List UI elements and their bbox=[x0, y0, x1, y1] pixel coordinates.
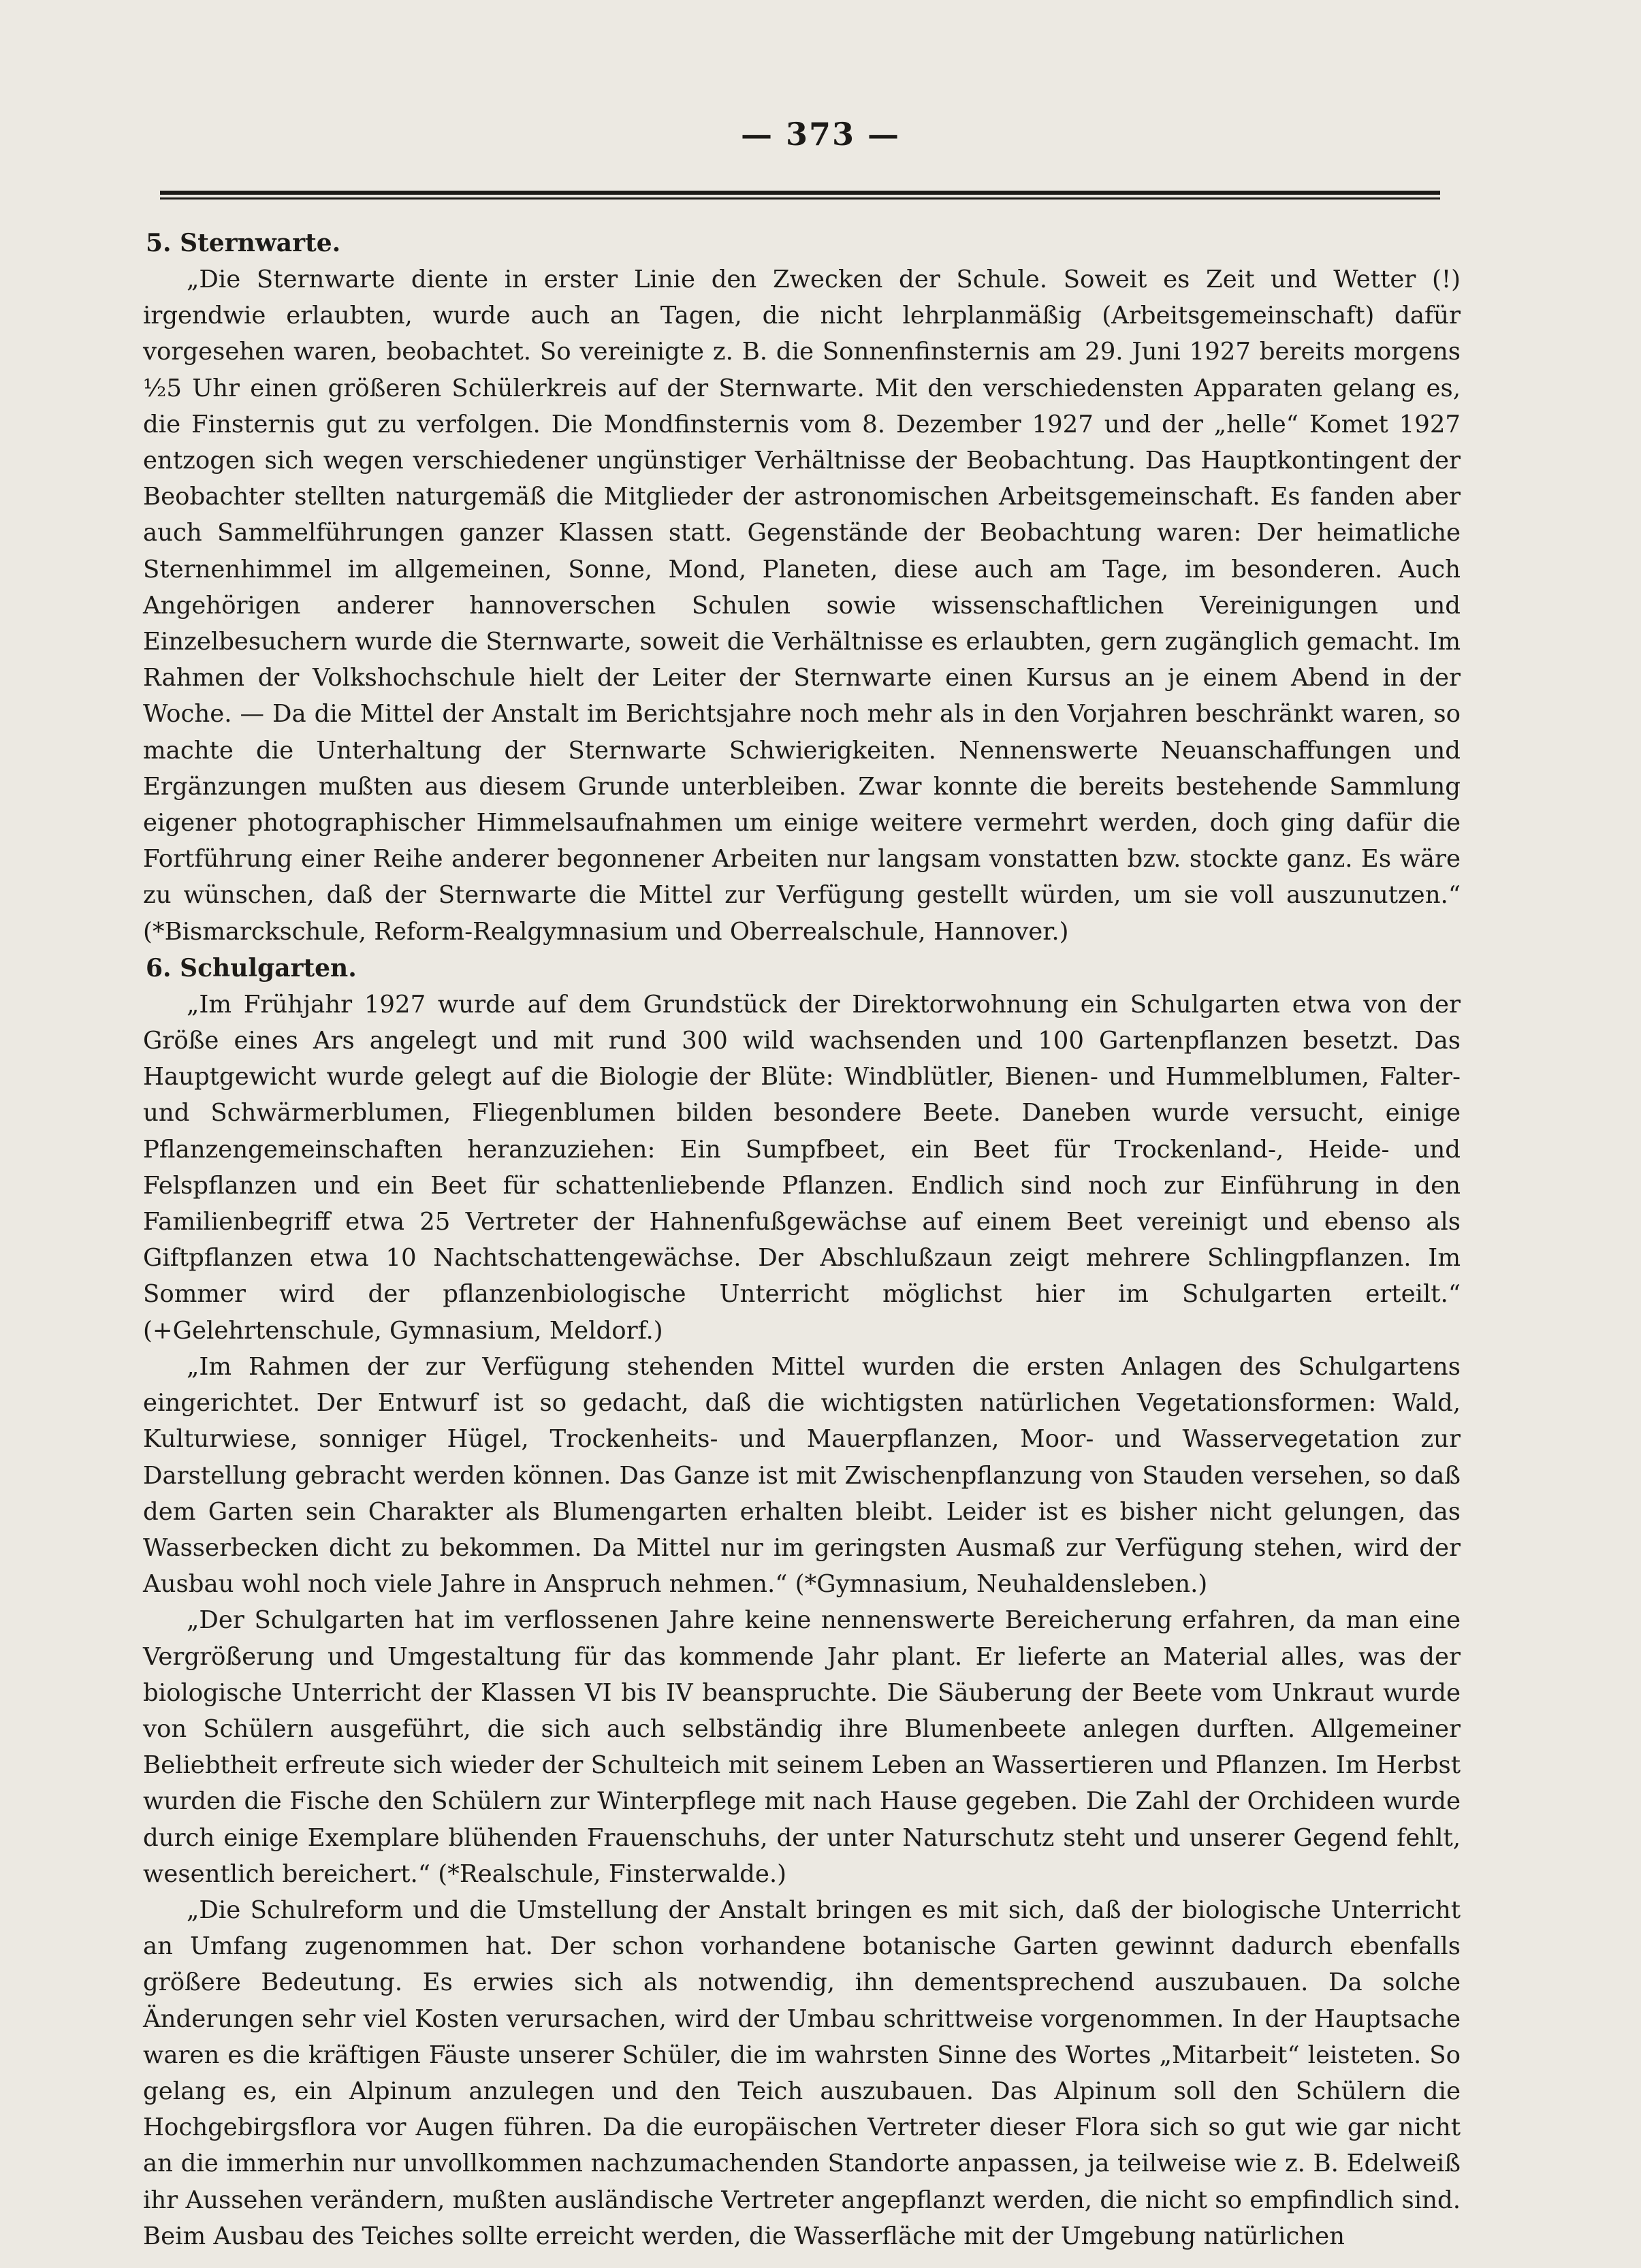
paragraph-sternwarte: „Die Sternwarte diente in erster Linie den Zwecken der Schule. Soweit es Zeit und Wetter (!) irgendwie erlaubten, wurde auch an Tagen, die nicht lehrplanmäßig (Arbeitsgemeinschaft) dafür vorgesehen waren, beobachtet. So vereinigte z. B. die Sonnenfinsternis am 29. Juni 1927 bereits morgens ½5 Uhr einen größeren Schülerkreis auf der Sternwarte. Mit den verschiedensten Apparaten gelang es, die Finsternis gut zu verfolgen. Die Mondfinsternis vom 8. Dezember 1927 und der „helle“ Komet 1927 entzogen sich wegen verschiedener ungünstiger Verhältnisse der Beobachtung. Das Hauptkontingent der Beobachter stellten naturgemäß die Mitglieder der astronomischen Arbeitsgemeinschaft. Es fanden aber auch Sammelführungen ganzer Klassen statt. Gegenstände der Beobachtung waren: Der heimatliche Sternenhimmel im allgemeinen, Sonne, Mond, Planeten, diese auch am Tage, im besonderen. Auch Angehörigen anderer hannoverschen Schulen sowie wissenschaftlichen Vereinigungen und Einzelbesuchern wurde die Sternwarte, soweit die Verhältnisse es erlaubten, gern zugänglich gemacht. Im Rahmen der Volkshochschule hielt der Leiter der Sternwarte einen Kursus an je einem Abend in der Woche. — Da die Mittel der Anstalt im Berichtsjahre noch mehr als in den Vorjahren beschränkt waren, so machte die Unterhaltung der Sternwarte Schwierigkeiten. Nennenswerte Neuanschaffungen und Ergänzungen mußten aus diesem Grunde unterbleiben. Zwar konnte die bereits bestehende Sammlung eigener photographischer Himmelsaufnahmen um einige weitere vermehrt werden, doch ging dafür die Fortführung einer Reihe anderer begonnener Arbeiten nur langsam vonstatten bzw. stockte ganz. Es wäre zu wünschen, daß der Sternwarte die Mittel zur Verfügung gestellt würden, um sie voll auszunutzen.“ (*Bismarckschule, Reform-Realgymnasium und Oberrealschule, Hannover.) bbox=[143, 266, 1461, 946]
paragraph-schulgarten-alpinum: „Die Schulreform und die Umstellung der Anstalt bringen es mit sich, daß der biologische Unterricht an Umfang zugenommen hat. Der schon vorhandene botanische Garten gewinnt dadurch ebenfalls größere Bedeutung. Es erwies sich als notwendig, ihn dementsprechend auszubauen. Da solche Änderungen sehr viel Kosten verursachen, wird der Umbau schrittweise vorgenommen. In der Hauptsache waren es die kräftigen Fäuste unserer Schüler, die im wahrsten Sinne des Wortes „Mitarbeit“ leisteten. So gelang es, ein Alpinum anzulegen und den Teich auszubauen. Das Alpinum soll den Schülern die Hochgebirgsflora vor Augen führen. Da die europäischen Vertreter dieser Flora sich so gut wie gar nicht an die immerhin nur unvollkommen nachzumachenden Standorte anpassen, ja teilweise wie z. B. Edelweiß ihr Aussehen verändern, mußten ausländische Vertreter angepflanzt werden, die nicht so empfindlich sind. Beim Ausbau des Teiches sollte erreicht werden, die Wasserfläche mit der Umgebung natürlichen bbox=[143, 1896, 1461, 2250]
header-rule-thick bbox=[160, 191, 1440, 195]
header-rule-thin bbox=[160, 197, 1440, 199]
paragraph-schulgarten-finsterwalde: „Der Schulgarten hat im verflossenen Jahre keine nennenswerte Bereicherung erfahren, da man eine Vergrößerung und Umgestaltung für das kommende Jahr plant. Er lieferte an Material alles, was der biologische Unterricht der Klassen VI bis IV beanspruchte. Die Säuberung der Beete vom Unkraut wurde von Schülern ausgeführt, die sich auch selbständig ihre Blumenbeete anlegen durften. Allgemeiner Beliebtheit erfreute sich wieder der Schulteich mit seinem Leben an Wassertieren und Pflanzen. Im Herbst wurden die Fische den Schülern zur Winterpflege mit nach Hause gegeben. Die Zahl der Orchideen wurde durch einige Exemplare blühenden Frauenschuhs, der unter Naturschutz steht und unserer Gegend fehlt, wesentlich bereichert.“ (*Realschule, Finsterwalde.) bbox=[143, 1606, 1461, 1888]
page-number: — 373 — bbox=[740, 116, 901, 153]
header-double-rule bbox=[160, 191, 1440, 200]
paragraph-schulgarten-meldorf: „Im Frühjahr 1927 wurde auf dem Grundstück der Direktorwohnung ein Schulgarten etwa von der Größe eines Ars angelegt und mit rund 300 wild wachsenden und 100 Gartenpflanzen besetzt. Das Hauptgewicht wurde gelegt auf die Biologie der Blüte: Windblütler, Bienen- und Hummelblumen, Falter- und Schwärmerblumen, Fliegenblumen bilden besondere Beete. Daneben wurde versucht, einige Pflanzengemeinschaften heranzuziehen: Ein Sumpfbeet, ein Beet für Trockenland-, Heide- und Felspflanzen und ein Beet für schattenliebende Pflanzen. Endlich sind noch zur Einführung in den Familienbegriff etwa 25 Vertreter der Hahnenfußgewächse auf einem Beet vereinigt und ebenso als Giftpflanzen etwa 10 Nachtschattengewächse. Der Abschlußzaun zeigt mehrere Schlingpflanzen. Im Sommer wird der pflanzenbiologische Unterricht möglichst hier im Schulgarten erteilt.“ (+Gelehrtenschule, Gymnasium, Meldorf.) bbox=[143, 990, 1461, 1345]
page-body bbox=[143, 225, 1461, 2250]
section-heading-sternwarte: 5. Sternwarte. bbox=[146, 229, 341, 257]
paragraph-schulgarten-neuhaldensleben: „Im Rahmen der zur Verfügung stehenden Mittel wurden die ersten Anlagen des Schulgartens eingerichtet. Der Entwurf ist so gedacht, daß die wichtigsten natürlichen Vegetationsformen: Wald, Kulturwiese, sonniger Hügel, Trockenheits- und Mauerpflanzen, Moor- und Wasservegetation zur Darstellung gebracht werden können. Das Ganze ist mit Zwischenpflanzung von Stauden versehen, so daß dem Garten sein Charakter als Blumengarten erhalten bleibt. Leider ist es bisher nicht gelungen, das Wasserbecken dicht zu bekommen. Da Mittel nur im geringsten Ausmaß zur Verfügung stehen, wird der Ausbau wohl noch viele Jahre in Anspruch nehmen.“ (*Gymnasium, Neuhaldensleben.) bbox=[143, 1352, 1461, 1599]
section-heading-schulgarten: 6. Schulgarten. bbox=[146, 953, 357, 983]
